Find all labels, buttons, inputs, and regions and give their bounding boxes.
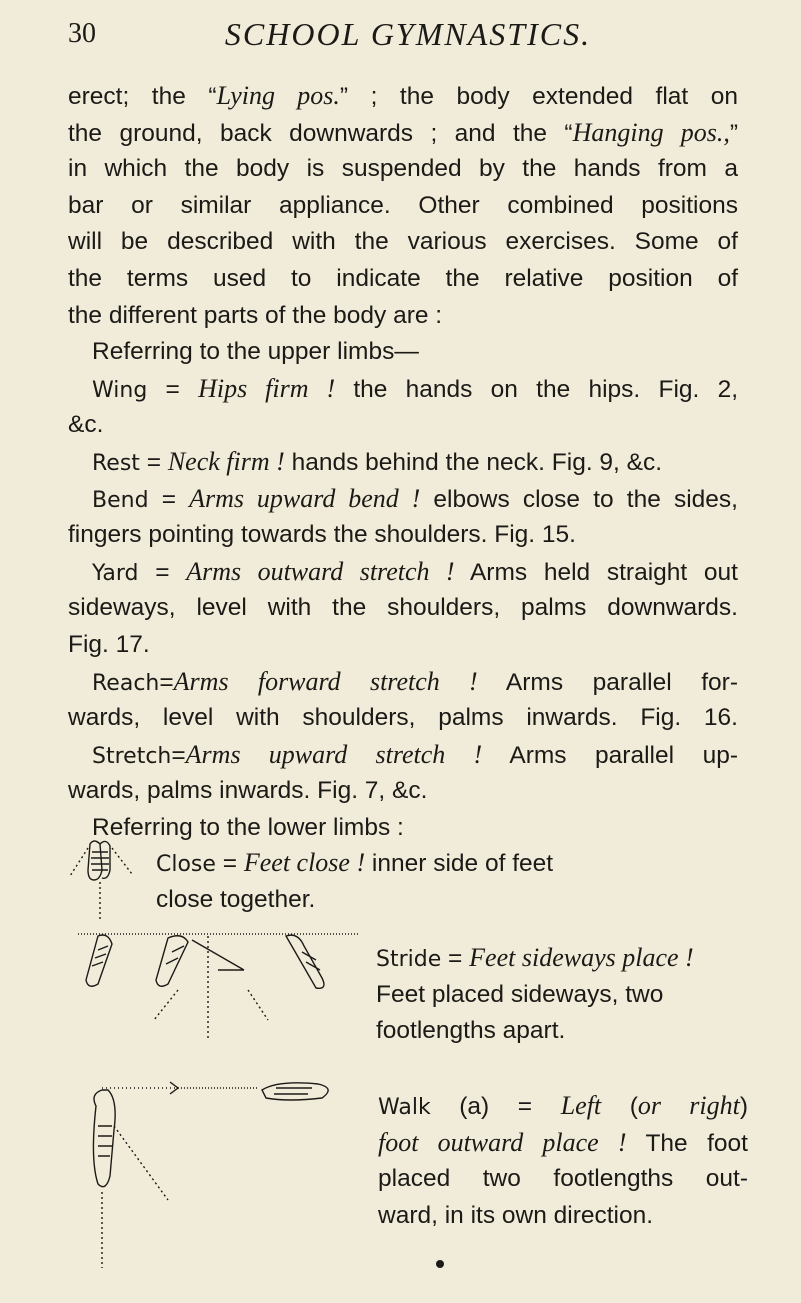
lower-limbs-heading: Referring to the lower limbs : [92, 813, 404, 841]
text-line: fingers pointing towards the shoulders. Fig. 15. [68, 521, 576, 549]
term-stride: Stride [376, 947, 442, 972]
page-end-dot [436, 1260, 444, 1268]
text-line: will be described with the various exercises. Some of [68, 228, 738, 256]
text-line: bar or similar appliance. Other combined positions [68, 191, 738, 219]
text-line: wards, level with shoulders, palms inwards. Fig. 16. [68, 704, 738, 732]
term-stretch: Stretch=Arms upward stretch ! Arms parallel up- [92, 739, 738, 769]
figure-walk-text: Walk (a) = Left (or right) foot outward place ! The foot placed two footlengths out- ward, in its own direction. [378, 1091, 749, 1229]
page-number: 30 [68, 18, 96, 49]
figure-stride-text: Stride = Feet sideways place ! Feet placed sideways, two footlengths apart. [376, 943, 694, 1045]
term-yard: Yard = Arms outward stretch ! Arms held straight out [92, 556, 738, 586]
running-title: SCHOOL GYMNASTICS. [224, 16, 592, 52]
upper-limbs-heading: Referring to the upper limbs— [92, 338, 419, 366]
term-rest: Rest = Neck firm ! hands behind the neck. Fig. 9, &c. [92, 446, 663, 476]
text-line: the ground, back downwards ; and the “Hanging pos.,” [68, 117, 738, 147]
walk-feet-figure [78, 1080, 348, 1270]
main-text [68, 78, 738, 846]
stride-feet-figure [58, 930, 358, 1050]
text-line: sideways, level with the shoulders, palms downwards. [68, 594, 738, 622]
term-wing: Wing = Hips firm ! the hands on the hips. Fig. 2, [92, 373, 739, 403]
term-close: Close [156, 852, 216, 877]
text-line: erect; the “Lying pos.” ; the body extended flat on [68, 81, 738, 110]
term-bend: Bend = Arms upward bend ! elbows close to the sides, [92, 483, 738, 513]
close-feet-figure [66, 840, 136, 922]
figure-close-text: Close = Feet close ! inner side of feet close together. [156, 848, 554, 913]
text-line: the different parts of the body are : [68, 301, 443, 329]
text-line: &c. [68, 411, 104, 439]
page-header [68, 16, 748, 56]
term-reach: Reach=Arms forward stretch ! Arms parallel for- [92, 666, 738, 696]
text-line: wards, palms inwards. Fig. 7, &c. [68, 777, 428, 805]
text-line: in which the body is suspended by the hands from a [68, 155, 738, 183]
text-line: Fig. 17. [68, 630, 150, 658]
text-line: the terms used to indicate the relative position of [68, 264, 738, 292]
term-walk: Walk [378, 1095, 431, 1120]
